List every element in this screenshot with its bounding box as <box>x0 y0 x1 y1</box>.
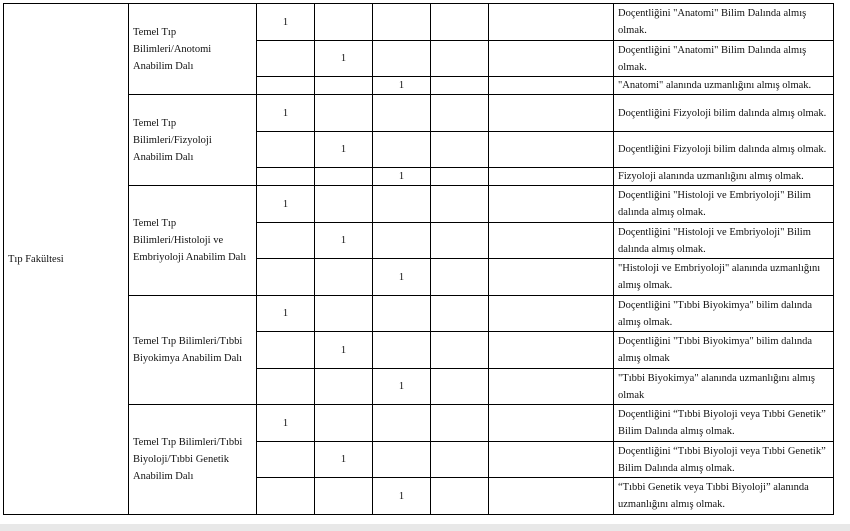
position-count-2 <box>315 296 373 332</box>
empty-cell-a <box>431 132 489 168</box>
position-count-2 <box>315 186 373 223</box>
position-count-2 <box>315 4 373 41</box>
position-count-3 <box>373 442 431 478</box>
department-name: Temel Tıp Bilimleri/Anotomi Anabilim Dalı <box>129 4 257 95</box>
requirement-text: Doçentliğini "Tıbbi Biyokimya" bilim dalında almış olmak. <box>614 296 834 332</box>
empty-cell-a <box>431 332 489 369</box>
position-count-2: 1 <box>315 41 373 77</box>
empty-cell-b <box>489 259 614 296</box>
requirement-text: Doçentliğini “Tıbbi Biyoloji veya Tıbbi Genetik” Bilim Dalında almış olmak. <box>614 442 834 478</box>
requirement-text: Doçentliğini "Anatomi" Bilim Dalında almış olmak. <box>614 4 834 41</box>
position-count-1: 1 <box>257 186 315 223</box>
position-count-3 <box>373 41 431 77</box>
empty-cell-b <box>489 77 614 95</box>
position-count-1 <box>257 442 315 478</box>
empty-cell-a <box>431 405 489 442</box>
empty-cell-b <box>489 478 614 515</box>
position-count-3 <box>373 296 431 332</box>
position-count-3 <box>373 186 431 223</box>
table-row <box>4 95 834 132</box>
position-count-1 <box>257 478 315 515</box>
position-count-1 <box>257 132 315 168</box>
department-name: Temel Tıp Bilimleri/Fizyoloji Anabilim Dalı <box>129 95 257 186</box>
empty-cell-a <box>431 95 489 132</box>
position-count-3 <box>373 223 431 259</box>
requirement-text: Doçentliğini Fizyoloji bilim dalında almış olmak. <box>614 132 834 168</box>
empty-cell-b <box>489 296 614 332</box>
position-count-3 <box>373 405 431 442</box>
requirement-text: Doçentliğini "Histoloji ve Embriyoloji" Bilim dalında almış olmak. <box>614 223 834 259</box>
positions-table <box>3 3 834 515</box>
empty-cell-a <box>431 41 489 77</box>
position-count-1 <box>257 223 315 259</box>
position-count-2: 1 <box>315 223 373 259</box>
table-row <box>4 296 834 332</box>
empty-cell-a <box>431 4 489 41</box>
position-count-1 <box>257 77 315 95</box>
requirement-text: "Tıbbi Biyokimya" alanında uzmanlığını almış olmak <box>614 369 834 405</box>
empty-cell-b <box>489 186 614 223</box>
position-count-3 <box>373 95 431 132</box>
empty-cell-a <box>431 442 489 478</box>
table-row <box>4 405 834 442</box>
empty-cell-b <box>489 168 614 186</box>
empty-cell-b <box>489 223 614 259</box>
requirement-text: "Anatomi" alanında uzmanlığını almış olmak. <box>614 77 834 95</box>
position-count-1 <box>257 168 315 186</box>
empty-cell-b <box>489 332 614 369</box>
position-count-3: 1 <box>373 168 431 186</box>
position-count-2: 1 <box>315 132 373 168</box>
document-page <box>3 3 834 515</box>
requirement-text: Doçentliğini "Anatomi" Bilim Dalında almış olmak. <box>614 41 834 77</box>
empty-cell-a <box>431 77 489 95</box>
position-count-1: 1 <box>257 296 315 332</box>
faculty-name: Tıp Fakültesi <box>4 4 129 515</box>
position-count-2 <box>315 478 373 515</box>
position-count-3: 1 <box>373 259 431 296</box>
empty-cell-b <box>489 369 614 405</box>
position-count-3 <box>373 4 431 41</box>
position-count-3: 1 <box>373 478 431 515</box>
empty-cell-a <box>431 186 489 223</box>
department-name: Temel Tıp Bilimleri/Histoloji ve Embriyoloji Anabilim Dalı <box>129 186 257 296</box>
department-name: Temel Tıp Bilimleri/Tıbbi Biyokimya Anabilim Dalı <box>129 296 257 405</box>
position-count-3 <box>373 132 431 168</box>
position-count-1 <box>257 369 315 405</box>
position-count-1 <box>257 41 315 77</box>
bottom-scrollbar[interactable] <box>0 524 850 531</box>
empty-cell-b <box>489 4 614 41</box>
empty-cell-a <box>431 296 489 332</box>
empty-cell-b <box>489 132 614 168</box>
position-count-2 <box>315 369 373 405</box>
position-count-1: 1 <box>257 4 315 41</box>
empty-cell-a <box>431 168 489 186</box>
position-count-1 <box>257 332 315 369</box>
empty-cell-b <box>489 41 614 77</box>
position-count-1 <box>257 259 315 296</box>
table-row <box>4 186 834 223</box>
empty-cell-b <box>489 95 614 132</box>
position-count-2 <box>315 95 373 132</box>
position-count-2 <box>315 405 373 442</box>
position-count-1: 1 <box>257 405 315 442</box>
requirement-text: Doçentliğini Fizyoloji bilim dalında almış olmak. <box>614 95 834 132</box>
position-count-2 <box>315 77 373 95</box>
empty-cell-a <box>431 369 489 405</box>
position-count-3 <box>373 332 431 369</box>
position-count-1: 1 <box>257 95 315 132</box>
table-body <box>4 4 834 515</box>
empty-cell-a <box>431 478 489 515</box>
requirement-text: Doçentliğini "Histoloji ve Embriyoloji" Bilim dalında almış olmak. <box>614 186 834 223</box>
position-count-2 <box>315 168 373 186</box>
requirement-text: Doçentliğini "Tıbbi Biyokimya" bilim dalında almış olmak <box>614 332 834 369</box>
empty-cell-a <box>431 259 489 296</box>
requirement-text: Doçentliğini “Tıbbi Biyoloji veya Tıbbi Genetik” Bilim Dalında almış olmak. <box>614 405 834 442</box>
requirement-text: "Histoloji ve Embriyoloji" alanında uzmanlığını almış olmak. <box>614 259 834 296</box>
position-count-2: 1 <box>315 442 373 478</box>
position-count-2: 1 <box>315 332 373 369</box>
empty-cell-b <box>489 442 614 478</box>
requirement-text: Fizyoloji alanında uzmanlığını almış olmak. <box>614 168 834 186</box>
position-count-3: 1 <box>373 77 431 95</box>
department-name: Temel Tıp Bilimleri/Tıbbi Biyoloji/Tıbbi Genetik Anabilim Dalı <box>129 405 257 515</box>
table-row <box>4 4 834 41</box>
position-count-2 <box>315 259 373 296</box>
position-count-3: 1 <box>373 369 431 405</box>
empty-cell-a <box>431 223 489 259</box>
requirement-text: “Tıbbi Genetik veya Tıbbi Biyoloji” alanında uzmanlığını almış olmak. <box>614 478 834 515</box>
empty-cell-b <box>489 405 614 442</box>
